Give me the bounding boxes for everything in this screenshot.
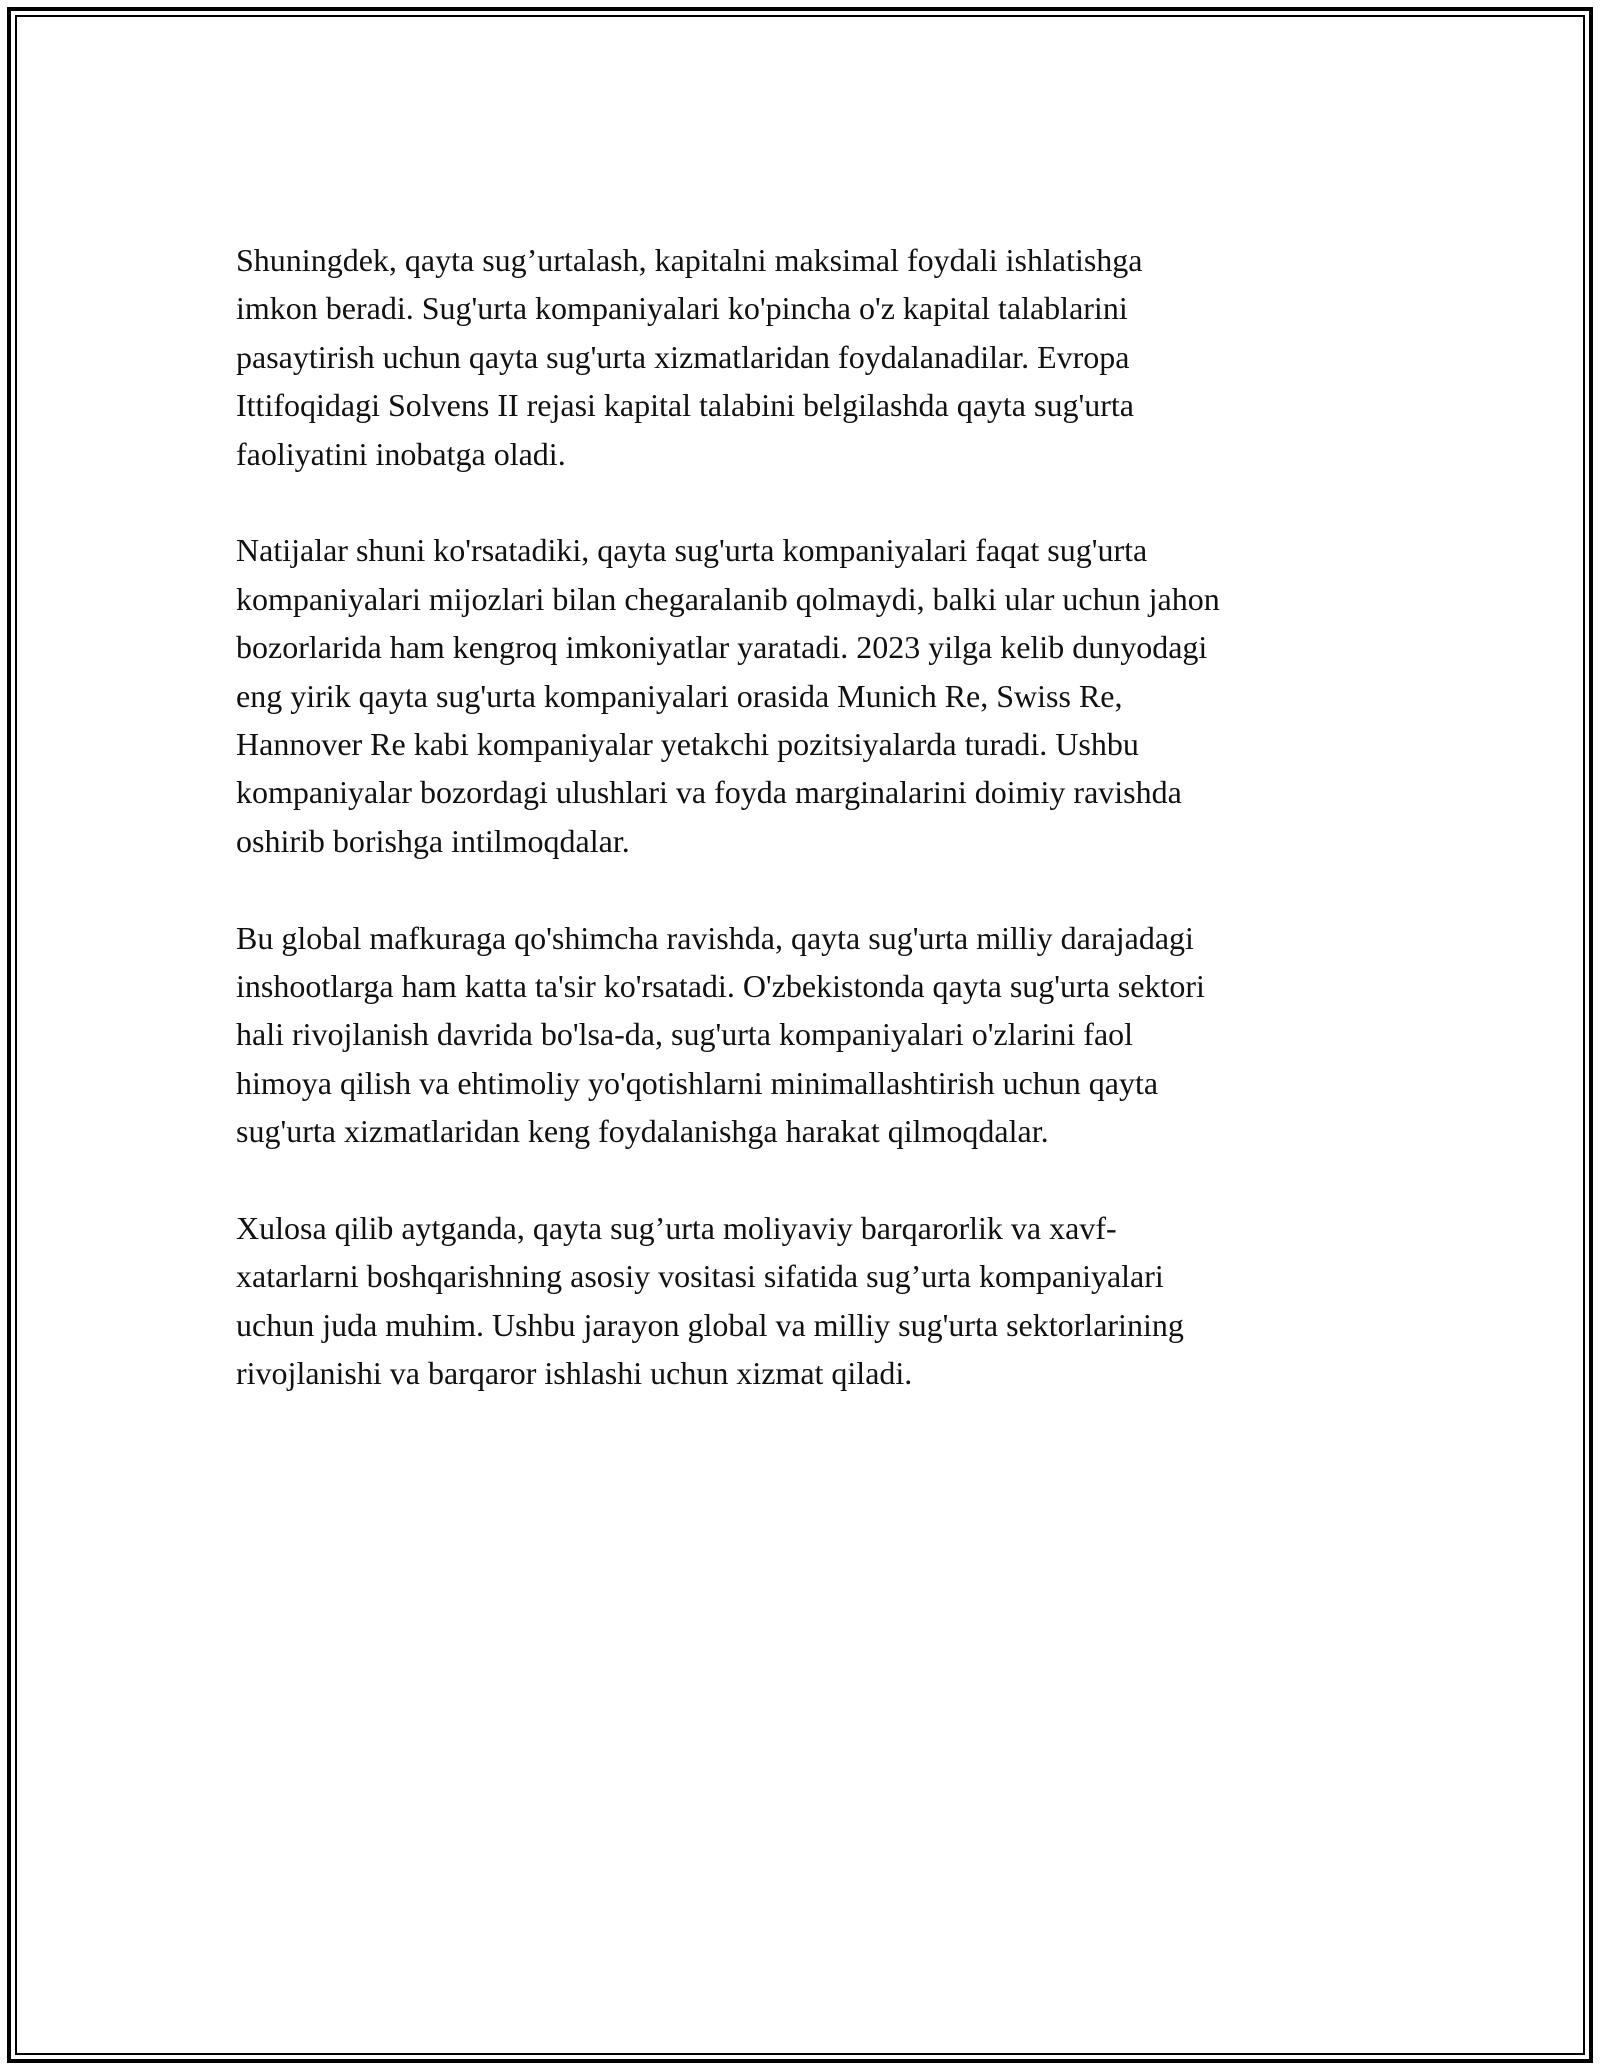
text-line: Hannover Re kabi kompaniyalar yetakchi pozitsiyalarda turadi. Ushbu [236, 726, 1139, 763]
paragraph-4 [236, 1204, 1366, 1398]
text-line: Xulosa qilib aytganda, qayta sug’urta moliyaviy barqarorlik va xavf- [236, 1210, 1117, 1247]
text-line: xatarlarni boshqarishning asosiy vositasi sifatida sug’urta kompaniyalari [236, 1258, 1164, 1295]
text-line: kompaniyalar bozordagi ulushlari va foyda marginalarini doimiy ravishda [236, 774, 1182, 811]
text-line: himoya qilish va ehtimoliy yo'qotishlarni minimallashtirish uchun qayta [236, 1064, 1159, 1101]
text-line: inshootlarga ham katta ta'sir ko'rsatadi. O'zbekistonda qayta sug'urta sektori [236, 968, 1205, 1005]
text-line: faoliyatini inobatga oladi. [236, 435, 566, 472]
text-line: Ittifoqidagi Solvens II rejasi kapital talabini belgilashda qayta sug'urta [236, 387, 1134, 424]
text-line: Bu global mafkuraga qo'shimcha ravishda, qayta sug'urta milliy darajadagi [236, 919, 1194, 956]
text-line: oshirib borishga intilmoqdalar. [236, 822, 630, 859]
text-line: Shuningdek, qayta sug’urtalash, kapitalni maksimal foydali ishlatishga [236, 242, 1143, 278]
text-line: sug'urta xizmatlaridan keng foydalanishga harakat qilmoqdalar. [236, 1113, 1049, 1150]
paragraph-1 [236, 236, 1366, 478]
text-line: uchun juda muhim. Ushbu jarayon global va milliy sug'urta sektorlarining [236, 1306, 1184, 1343]
text-line: hali rivojlanish davrida bo'lsa-da, sug'urta kompaniyalari o'zlarini faol [236, 1016, 1134, 1053]
text-line: bozorlarida ham kengroq imkoniyatlar yaratadi. 2023 yilga kelib dunyodagi [236, 629, 1208, 666]
text-line: eng yirik qayta sug'urta kompaniyalari orasida Munich Re, Swiss Re, [236, 677, 1123, 714]
text-line: Natijalar shuni ko'rsatadiki, qayta sug'urta kompaniyalari faqat sug'urta [236, 532, 1148, 569]
text-line: kompaniyalari mijozlari bilan chegaralanib qolmaydi, balki ular uchun jahon [236, 580, 1220, 617]
text-line: rivojlanishi va barqaror ishlashi uchun xizmat qiladi. [236, 1355, 913, 1392]
paragraph-3 [236, 914, 1366, 1156]
paragraph-2 [236, 526, 1366, 865]
document-body [236, 236, 1366, 1446]
text-line: imkon beradi. Sug'urta kompaniyalari ko'pincha o'z kapital talablarini [236, 290, 1128, 327]
text-line: pasaytirish uchun qayta sug'urta xizmatlaridan foydalanadilar. Evropa [236, 338, 1130, 375]
